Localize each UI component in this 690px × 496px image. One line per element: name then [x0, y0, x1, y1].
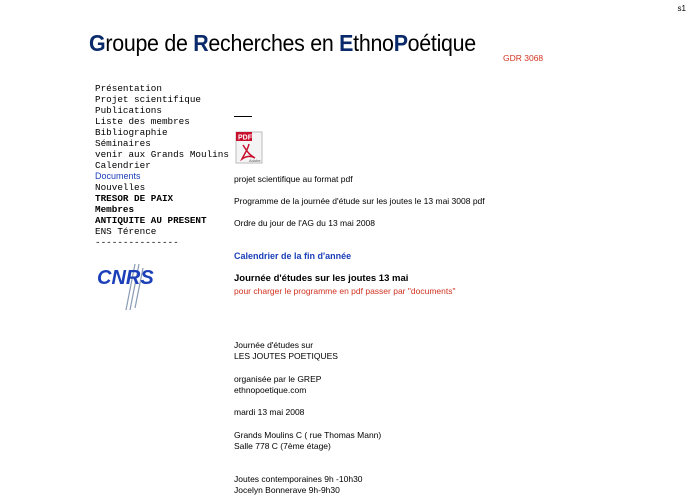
- title-part: echerches en: [208, 30, 340, 56]
- corner-mark: s1: [677, 4, 686, 13]
- body-line: Grands Moulins C ( rue Thomas Mann): [234, 430, 382, 440]
- title-part: roupe de: [105, 30, 194, 56]
- body-line: organisée par le GREP: [234, 374, 322, 384]
- title-part: P: [393, 30, 408, 56]
- body-line: Journée d'études sur: [234, 340, 314, 350]
- event-note: pour charger le programme en pdf passer par "documents": [234, 286, 456, 296]
- title-part: R: [193, 30, 209, 56]
- title-part: thno: [353, 30, 394, 56]
- cnrs-logo: [95, 262, 154, 312]
- cnrs-logo-text: CNRS: [97, 267, 154, 289]
- body-line: Jocelyn Bonnerave 9h-9h30: [234, 485, 340, 495]
- gdr-label: GDR 3068: [503, 53, 544, 63]
- title-part: E: [339, 30, 354, 56]
- nav-item-presentation[interactable]: Présentation: [95, 83, 162, 94]
- svg-text:PDF: PDF: [238, 134, 252, 142]
- doc-link-programme[interactable]: Programme de la journée d'étude sur les joutes le 13 mai 3008 pdf: [234, 196, 485, 206]
- body-line: ethnopoetique.com: [234, 385, 307, 395]
- pdf-icon[interactable]: [235, 131, 264, 164]
- title-part: oétique: [407, 30, 476, 56]
- svg-text:Adobe: Adobe: [249, 158, 261, 163]
- nav-item-seminaires[interactable]: Séminaires: [95, 138, 151, 149]
- sidebar-nav: [95, 83, 229, 248]
- nav-item-documents[interactable]: Documents: [95, 171, 141, 181]
- body-line: Joutes contemporaines 9h -10h30: [234, 474, 363, 484]
- nav-item-tresor[interactable]: TRESOR DE PAIX: [95, 193, 174, 204]
- calendar-heading[interactable]: Calendrier de la fin d'année: [234, 251, 352, 261]
- nav-item-bibliographie[interactable]: Bibliographie: [95, 127, 168, 138]
- event-title: Journée d'études sur les joutes 13 mai: [234, 273, 409, 284]
- doc-link-ordre-du-jour[interactable]: Ordre du jour de l'AG du 13 mai 2008: [234, 218, 376, 228]
- nav-item-grands-moulins[interactable]: venir aux Grands Moulins: [95, 149, 229, 160]
- nav-item-membres[interactable]: Membres: [95, 204, 135, 215]
- nav-item-calendrier[interactable]: Calendrier: [95, 160, 151, 171]
- nav-item-ens-terence[interactable]: ENS Térence: [95, 226, 157, 237]
- nav-item-projet[interactable]: Projet scientifique: [95, 94, 202, 105]
- nav-item-publications[interactable]: Publications: [95, 105, 162, 116]
- nav-item-membres-liste[interactable]: Liste des membres: [95, 116, 190, 127]
- nav-item-nouvelles[interactable]: Nouvelles: [95, 182, 146, 193]
- body-line: LES JOUTES POETIQUES: [234, 351, 338, 361]
- body-line: mardi 13 mai 2008: [234, 407, 305, 417]
- title-part: G: [89, 30, 106, 56]
- doc-link-projet[interactable]: projet scientifique au format pdf: [234, 174, 353, 184]
- nav-divider: ---------------: [95, 237, 179, 248]
- nav-item-antiquite[interactable]: ANTIQUITE AU PRESENT: [95, 215, 207, 226]
- divider-rule: [234, 116, 252, 117]
- site-title[interactable]: [89, 30, 476, 57]
- body-line: Salle 778 C (7ème étage): [234, 441, 331, 451]
